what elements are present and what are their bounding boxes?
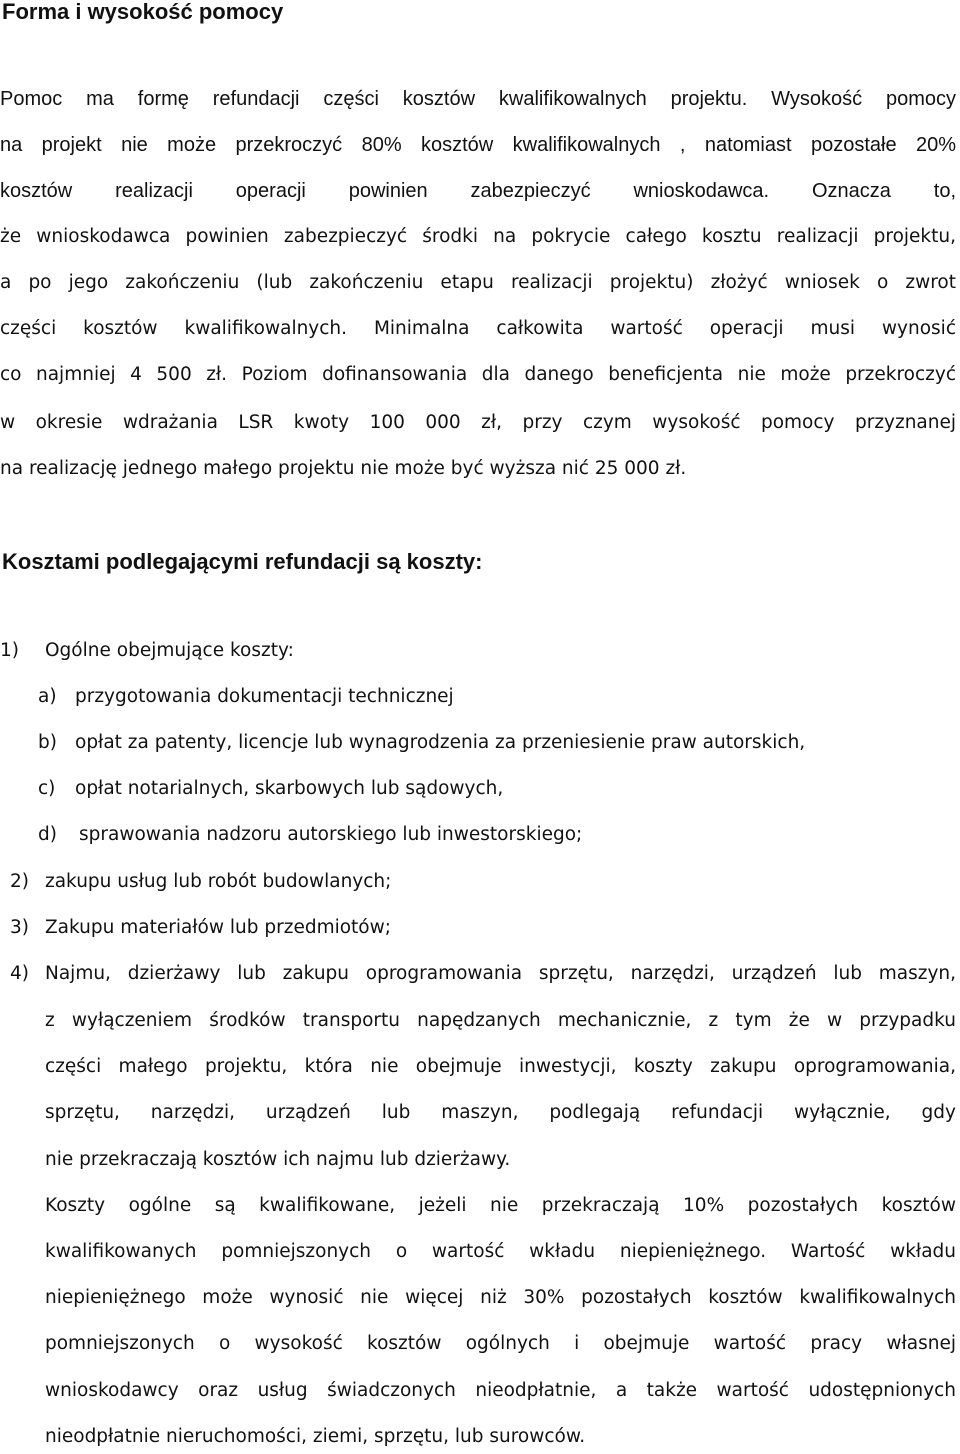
sublist-item: opłat za patenty, licencje lub wynagrodzenia za przeniesienie praw autorskich, xyxy=(75,732,806,753)
intro-line: Pomoc ma formę refundacji części kosztów kwalifikowalnych projektu. Wysokość pomocy xyxy=(0,88,956,110)
general-costs-line: Koszty ogólne są kwalifikowane, jeżeli nie przekraczają 10% pozostałych kosztów xyxy=(45,1195,956,1216)
sublist-marker: a) xyxy=(38,686,57,707)
list-item-line: z wyłączeniem środków transportu napędzanych mechanicznie, z tym że w przypadku xyxy=(45,1010,956,1031)
list-item: zakupu usług lub robót budowlanych; xyxy=(45,871,392,892)
sublist-marker: c) xyxy=(38,778,56,799)
list-item-line: sprzętu, narzędzi, urządzeń lub maszyn, podlegają refundacji wyłącznie, gdy xyxy=(45,1102,956,1123)
list-marker: 2) xyxy=(10,871,29,892)
sublist-marker: b) xyxy=(38,732,57,753)
list-item-line: Najmu, dzierżawy lub zakupu oprogramowania sprzętu, narzędzi, urządzeń lub maszyn, xyxy=(45,963,956,984)
sublist-marker: d) xyxy=(38,824,57,845)
intro-line: w okresie wdrażania LSR kwoty 100 000 zł, przy czym wysokość pomocy przyznanej xyxy=(0,412,956,433)
intro-line: na projekt nie może przekroczyć 80% kosztów kwalifikowalnych , natomiast pozostałe 20% xyxy=(0,134,956,156)
list-marker: 1) xyxy=(0,640,19,661)
general-costs-line: pomniejszonych o wysokość kosztów ogólnych i obejmuje wartość pracy własnej xyxy=(45,1333,956,1354)
intro-line: co najmniej 4 500 zł. Poziom dofinansowania dla danego beneficjenta nie może przekroczyć xyxy=(0,364,956,385)
list-marker: 4) xyxy=(10,963,29,984)
list-item: Ogólne obejmujące koszty: xyxy=(45,640,294,661)
intro-line: a po jego zakończeniu (lub zakończeniu etapu realizacji projektu) złożyć wniosek o zwrot xyxy=(0,272,956,293)
list-item-line: części małego projektu, która nie obejmuje inwestycji, koszty zakupu oprogramowania, xyxy=(45,1056,956,1077)
costs-heading: Kosztami podlegającymi refundacji są koszty: xyxy=(2,549,483,574)
intro-line: że wnioskodawca powinien zabezpieczyć środki na pokrycie całego kosztu realizacji projektu, xyxy=(0,226,956,247)
general-costs-line: kwalifikowanych pomniejszonych o wartość wkładu niepieniężnego. Wartość wkładu xyxy=(45,1241,956,1262)
intro-line: części kosztów kwalifikowalnych. Minimalna całkowita wartość operacji musi wynosić xyxy=(0,318,956,339)
general-costs-line: niepieniężnego może wynosić nie więcej niż 30% pozostałych kosztów kwalifikowalnych xyxy=(45,1287,956,1308)
list-item: Zakupu materiałów lub przedmiotów; xyxy=(45,917,391,938)
intro-line: na realizację jednego małego projektu nie może być wyższa nić 25 000 zł. xyxy=(0,458,687,479)
intro-line: kosztów realizacji operacji powinien zabezpieczyć wnioskodawca. Oznacza to, xyxy=(0,180,956,202)
general-costs-line: nieodpłatnie nieruchomości, ziemi, sprzętu, lub surowców. xyxy=(45,1426,586,1447)
sublist-item: przygotowania dokumentacji technicznej xyxy=(75,686,454,707)
sublist-item: opłat notarialnych, skarbowych lub sądowych, xyxy=(75,778,504,799)
sublist-item: sprawowania nadzoru autorskiego lub inwestorskiego; xyxy=(79,824,583,845)
general-costs-line: wnioskodawcy oraz usług świadczonych nieodpłatnie, a także wartość udostępnionych xyxy=(45,1380,956,1401)
list-marker: 3) xyxy=(10,917,29,938)
list-item-line: nie przekraczają kosztów ich najmu lub dzierżawy. xyxy=(45,1149,511,1170)
page-title: Forma i wysokość pomocy xyxy=(2,0,284,24)
